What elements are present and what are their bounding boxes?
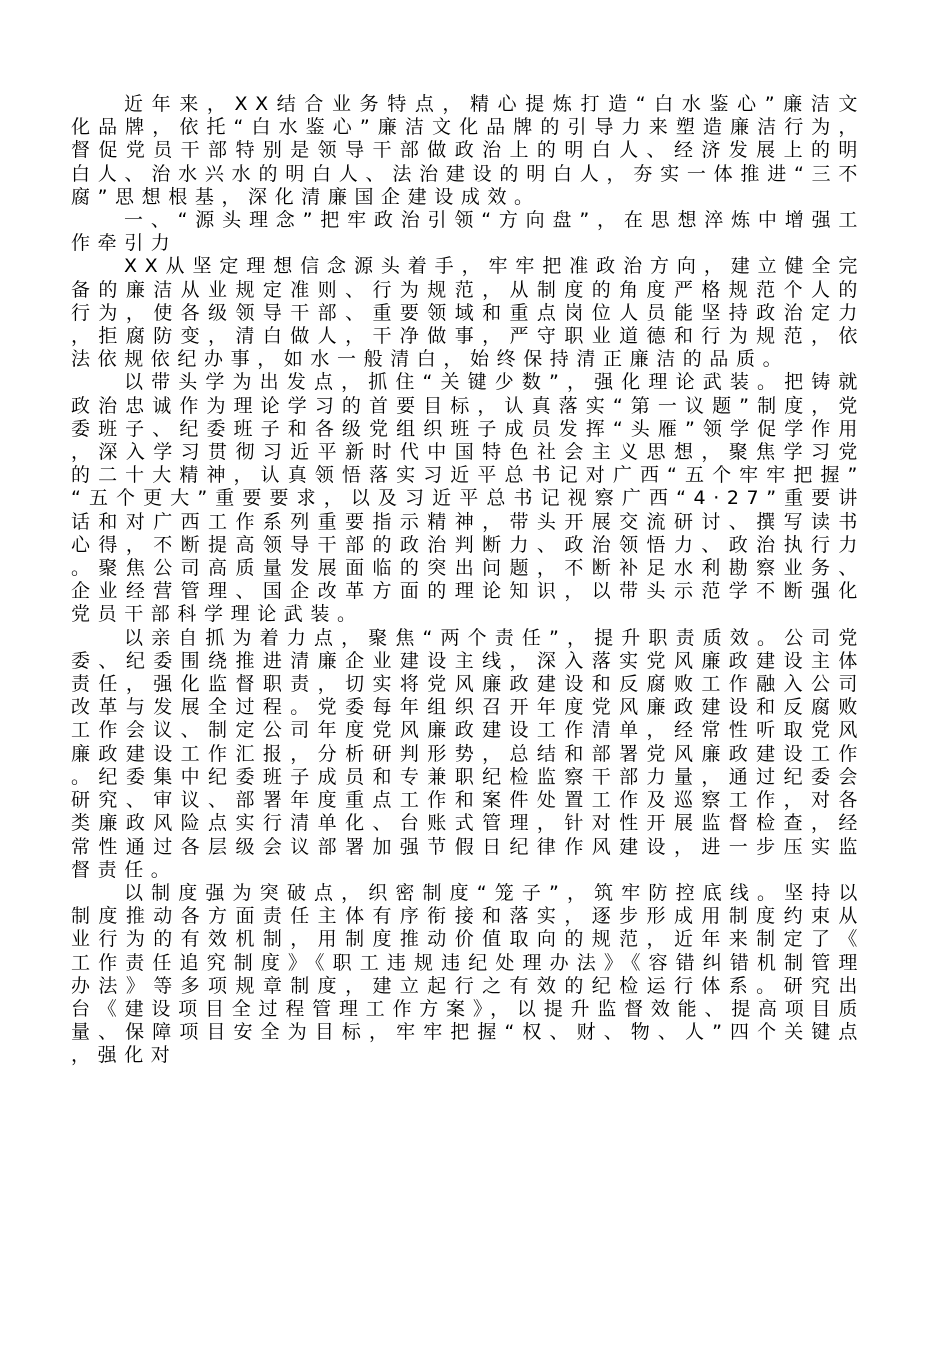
paragraph-source-concept: XX从坚定理想信念源头着手，牢牢把准政治方向，建立健全完备的廉洁从业规定准则、行为规范，从制度的角度严格规范个人的行为，使各级领导干部、重要领域和重点岗位人员能坚持政治定力，拒腐防变，清白做人，干净做事，严守职业道德和行为规范，依法依规依纪办事，如水一般清白，始终保持清正廉洁的品质。 bbox=[71, 255, 865, 371]
section-heading-1: 一、“源头理念”把牢政治引领“方向盘”，在思想淬炼中增强工作牵引力 bbox=[71, 209, 865, 255]
paragraph-system-cage: 以制度强为突破点，织密制度“笼子”，筑牢防控底线。坚持以制度推动各方面责任主体有序衔接和落实，逐步形成用制度约束从业行为的有效机制，用制度推动价值取向的规范，近年来制定了《工作责任追究制度》《职工违规违纪处理办法》《容错纠错机制管理办法》等多项规章制度，建立起行之有效的纪检运行体系。研究出台《建设项目全过程管理工作方案》，以提升监督效能、提高项目质量、保障项目安全为目标，牢牢把握“权、财、物、人”四个关键点，强化对 bbox=[71, 881, 865, 1067]
document-body bbox=[71, 93, 865, 1068]
paragraph-lead-study: 以带头学为出发点，抓住“关键少数”，强化理论武装。把铸就政治忠诚作为理论学习的首要目标，认真落实“第一议题”制度，党委班子、纪委班子和各级党组织班子成员发挥“头雁”领学促学作用，深入学习贯彻习近平新时代中国特色社会主义思想，聚焦学习党的二十大精神，认真领悟落实习近平总书记对广西“五个牢牢把握”“五个更大”重要要求，以及习近平总书记视察广西“4·27”重要讲话和对广西工作系列重要指示精神，带头开展交流研讨、撰写读书心得，不断提高领导干部的政治判断力、政治领悟力、政治执行力。聚焦公司高质量发展面临的突出问题，不断补足水利勘察业务、企业经营管理、国企改革方面的理论知识，以带头示范学不断强化党员干部科学理论武装。 bbox=[71, 371, 865, 626]
paragraph-two-responsibilities: 以亲自抓为着力点，聚焦“两个责任”，提升职责质效。公司党委、纪委围绕推进清廉企业建设主线，深入落实党风廉政建设主体责任，强化监督职责，切实将党风廉政建设和反腐败工作融入公司改革与发展全过程。党委每年组织召开年度党风廉政建设和反腐败工作会议、制定公司年度党风廉政建设工作清单，经常性听取党风廉政建设工作汇报，分析研判形势，总结和部署党风廉政建设工作。纪委集中纪委班子成员和专兼职纪检监察干部力量，通过纪委会研究、审议、部署年度重点工作和案件处置工作及巡察工作，对各类廉政风险点实行清单化、台账式管理，针对性开展监督检查，经常性通过各层级会议部署加强节假日纪律作风建设，进一步压实监督责任。 bbox=[71, 626, 865, 881]
paragraph-intro: 近年来，XX结合业务特点，精心提炼打造“白水鉴心”廉洁文化品牌，依托“白水鉴心”廉洁文化品牌的引导力来塑造廉洁行为，督促党员干部特别是领导干部做政治上的明白人、经济发展上的明白人、治水兴水的明白人、法治建设的明白人，夯实一体推进“三不腐”思想根基，深化清廉国企建设成效。 bbox=[71, 93, 865, 208]
